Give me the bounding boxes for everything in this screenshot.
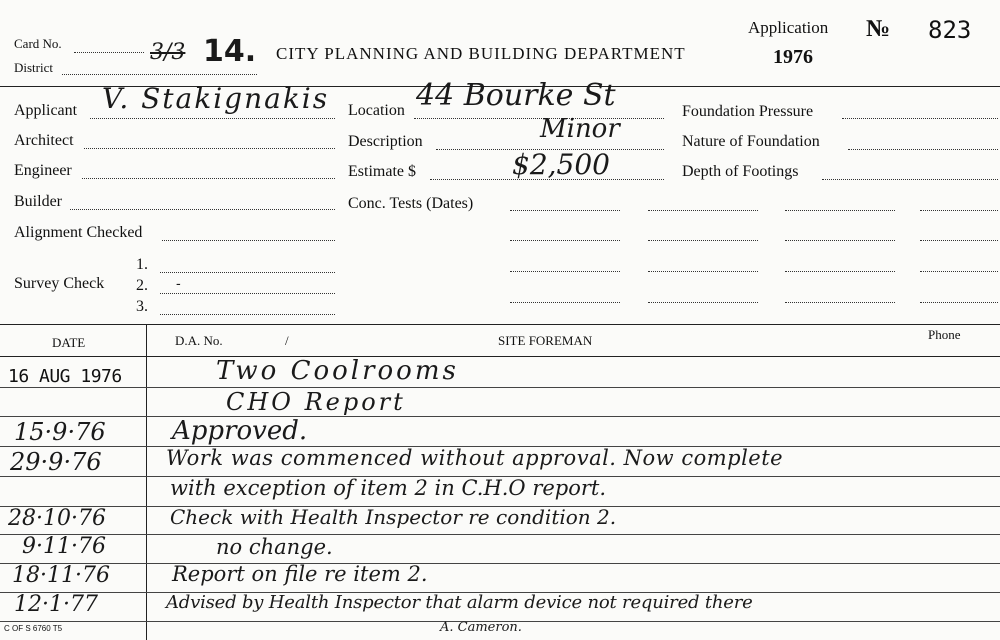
conc-tests-label: Conc. Tests (Dates): [348, 195, 474, 212]
log-header-phone: Phone: [928, 327, 961, 342]
conc-line-12: [920, 271, 998, 272]
row-line-6: [0, 534, 1000, 535]
alignment-label: Alignment Checked: [14, 224, 143, 241]
row-line-7: [0, 563, 1000, 564]
survey-label: Survey Check: [14, 275, 105, 292]
log-text-9: Advised by Health Inspector that alarm device not required there: [166, 592, 753, 613]
applicant-label: Applicant: [14, 102, 78, 119]
card-no-line: [74, 52, 144, 53]
conc-line-6: [648, 240, 758, 241]
survey-line-3: [160, 314, 335, 315]
district-line: [62, 74, 257, 75]
conc-line-13: [510, 302, 620, 303]
location-label: Location: [348, 102, 405, 119]
log-header-divider: [0, 356, 1000, 357]
engineer-line: [82, 178, 335, 179]
district-label: District: [14, 60, 53, 75]
log-date-4: 29·9·76: [10, 448, 102, 476]
log-header-slash: /: [285, 333, 289, 348]
survey-item-3: 3.: [136, 298, 148, 315]
conc-line-1: [510, 210, 620, 211]
row-line-2: [0, 416, 1000, 417]
log-top-border: [0, 324, 1000, 325]
application-year: 1976: [773, 46, 813, 68]
survey-line-2: [160, 293, 335, 294]
conc-line-11: [785, 271, 895, 272]
survey-mark: -: [176, 276, 181, 292]
log-date-3: 15·9·76: [14, 418, 106, 446]
log-text-1: Two Coolrooms: [216, 356, 459, 386]
location-line: [414, 118, 664, 119]
log-header-site-foreman: SITE FOREMAN: [498, 333, 593, 348]
description-value: Minor: [540, 114, 620, 144]
builder-label: Builder: [14, 193, 62, 210]
card-no-struck: 3/3: [150, 40, 186, 65]
number-sign: №: [866, 16, 891, 42]
estimate-label: Estimate $: [348, 163, 416, 180]
log-text-7: no change.: [216, 535, 333, 559]
description-label: Description: [348, 133, 423, 150]
estimate-line: [430, 179, 664, 180]
conc-line-2: [648, 210, 758, 211]
survey-item-2: 2.: [136, 277, 148, 294]
applicant-line: [90, 118, 335, 119]
builder-line: [70, 209, 335, 210]
depth-footings-label: Depth of Footings: [682, 163, 799, 180]
engineer-label: Engineer: [14, 162, 72, 179]
footer-code: C OF S 6760 T5: [4, 624, 63, 633]
applicant-value: V. Stakignakis: [102, 82, 330, 115]
log-date-8: 18·11·76: [12, 563, 110, 588]
log-text-2: CHO Report: [226, 388, 406, 416]
nature-foundation-line: [848, 149, 998, 150]
conc-line-5: [510, 240, 620, 241]
location-value: 44 Bourke St: [416, 78, 616, 113]
depth-footings-line: [822, 179, 998, 180]
conc-line-8: [920, 240, 998, 241]
department-title: CITY PLANNING AND BUILDING DEPARTMENT: [276, 44, 686, 63]
card-no-label: Card No.: [14, 36, 62, 51]
alignment-line: [162, 240, 335, 241]
log-text-10: A. Cameron.: [440, 620, 522, 635]
application-number: 823: [928, 16, 972, 44]
survey-line-1: [160, 272, 335, 273]
application-label: Application: [748, 18, 829, 37]
log-text-3: Approved.: [172, 416, 308, 446]
log-date-9: 12·1·77: [14, 592, 98, 617]
log-text-4: Work was commenced without approval. Now complete: [166, 446, 784, 470]
conc-line-10: [648, 271, 758, 272]
log-header-da-no: D.A. No.: [175, 333, 223, 348]
foundation-pressure-line: [842, 118, 998, 119]
log-text-8: Report on file re item 2.: [172, 562, 428, 586]
conc-line-14: [648, 302, 758, 303]
log-date-7: 9·11·76: [22, 534, 106, 559]
foundation-pressure-label: Foundation Pressure: [682, 103, 814, 120]
log-date-6: 28·10·76: [8, 506, 106, 531]
conc-line-16: [920, 302, 998, 303]
conc-line-7: [785, 240, 895, 241]
estimate-value: $2,500: [512, 148, 610, 181]
conc-line-9: [510, 271, 620, 272]
log-header-date: DATE: [52, 335, 86, 350]
architect-line: [84, 148, 335, 149]
architect-label: Architect: [14, 132, 74, 149]
card-no-value: 14.: [203, 34, 257, 69]
conc-line-4: [920, 210, 998, 211]
row-line-1: [0, 387, 1000, 388]
log-text-6: Check with Health Inspector re condition 2.: [170, 505, 617, 529]
nature-foundation-label: Nature of Foundation: [682, 133, 820, 150]
log-text-5: with exception of item 2 in C.H.O report.: [170, 476, 607, 500]
log-date-1: 16 AUG 1976: [8, 366, 122, 387]
survey-item-1: 1.: [136, 256, 148, 273]
conc-line-15: [785, 302, 895, 303]
conc-line-3: [785, 210, 895, 211]
